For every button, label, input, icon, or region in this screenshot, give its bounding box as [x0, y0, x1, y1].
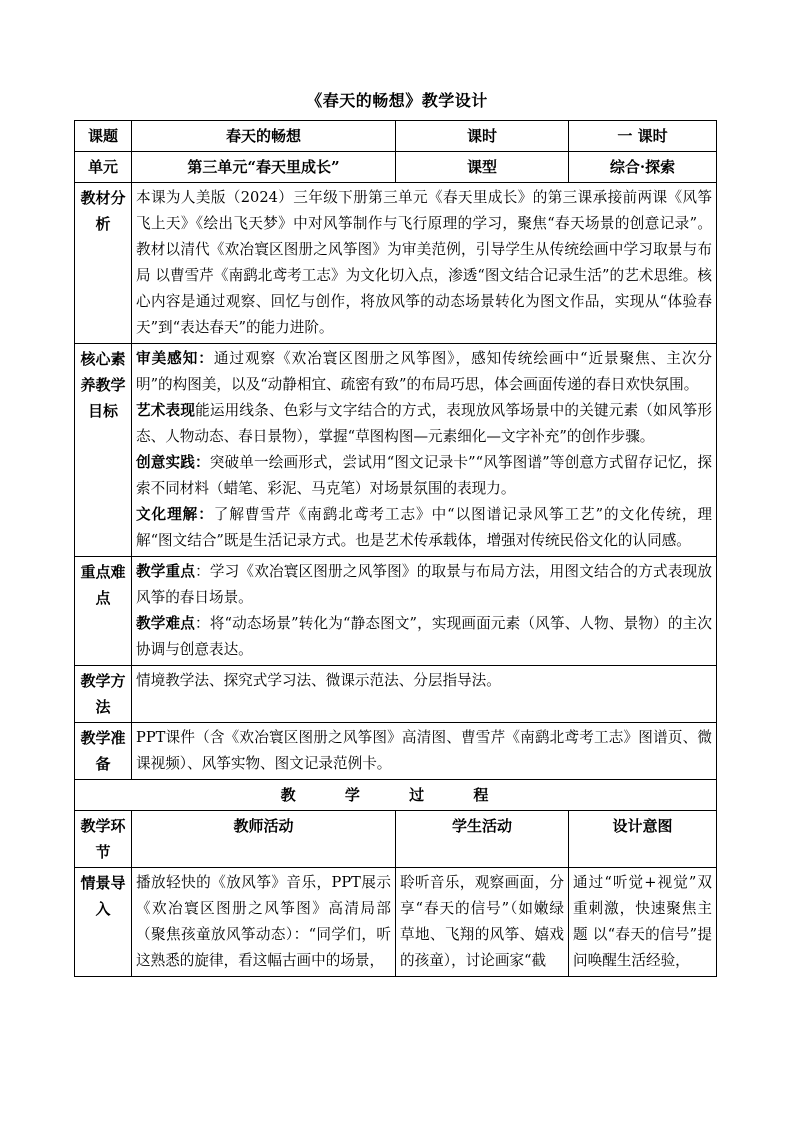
type-label: 课型 — [396, 152, 569, 183]
design-intent: 通过“听觉+视觉”双重刺激，快速聚焦主题 以“春天的信号”提问唤醒生活经验， — [569, 868, 717, 977]
process-header-stage: 教学环节 — [75, 811, 132, 868]
page-title: 《春天的畅想》教学设计 — [306, 91, 488, 110]
goal-item — [136, 502, 712, 554]
hours-label: 课时 — [396, 121, 569, 152]
goal-heading: 艺术表现 — [136, 402, 196, 419]
process-header-intent: 设计意图 — [569, 811, 717, 868]
methods-label: 教学方法 — [75, 666, 132, 723]
process-row — [75, 868, 717, 977]
key-points-cell — [132, 557, 717, 666]
goal-heading: 文化理解： — [136, 506, 214, 523]
key-point-heading: 教学重点 — [136, 563, 196, 580]
analysis-row — [75, 183, 717, 344]
lesson-plan-table — [74, 120, 717, 977]
goals-label: 核心素养教学目标 — [75, 344, 132, 557]
topic-label: 课题 — [75, 121, 132, 152]
unit-row — [75, 152, 717, 183]
goal-text: 通过观察《欢冶寰区图册之风筝图》，感知传统绘画中“近景聚焦、主次分明”的构图美，以及“动静相宜、疏密有致”的布局巧思，体会画面传递的春日欢快氛围。 — [136, 350, 712, 393]
topic-value: 春天的畅想 — [132, 121, 396, 152]
type-value: 综合·探索 — [569, 152, 717, 183]
student-activity: 聆听音乐，观察画面，分享“春天的信号”（如嫩绿草地、飞翔的风筝、嬉戏的孩童），讨论画家“截 — [396, 868, 569, 977]
process-header-teacher: 教师活动 — [132, 811, 396, 868]
process-stage: 情景导入 — [75, 868, 132, 977]
goals-row — [75, 344, 717, 557]
process-header-row — [75, 811, 717, 868]
unit-label: 单元 — [75, 152, 132, 183]
key-point-text: 学习《欢冶寰区图册之风筝图》的取景与布局方法，用图文结合的方式表现放风筝的春日场景。 — [136, 563, 712, 606]
key-point-item: 教学难点：将“动态场景”转化为“静态图文”，实现画面元素（风筝、人物、景物）的主次协调与创意表达。 — [136, 615, 712, 658]
goal-text: 了解曹雪芹《南鹞北鸢考工志》中“以图谱记录风筝工艺”的文化传统，理解“图文结合”既是生活记录方式。也是艺术传承载体，增强对传统民俗文化的认同感。 — [136, 506, 712, 549]
goals-cell — [132, 344, 717, 557]
unit-value: 第三单元“春天里成长” — [132, 152, 396, 183]
analysis-text: 本课为人美版（2024）三年级下册第三单元《春天里成长》的第三课承接前两课《风筝飞上天》《绘出飞天梦》中对风筝制作与飞行原理的学习，聚焦“春天场景的创意记录”。教材以清代《欢冶寰区图册之风筝图》为审美范例，引导学生从传统绘画中学习取景与布局 以曹雪芹《南鹞北鸢考工志》为文化切入点，渗透“图文结合记录生活”的艺术思维。核心内容是通过观察、回忆与创作，将放风筝的动态场景转化为图文作品，实现从“体验春天”到“表达春天”的能力进阶。 — [132, 183, 717, 344]
teacher-activity: 播放轻快的《放风筝》音乐，PPT展示《欢冶寰区图册之风筝图》高清局部（聚焦孩童放风筝动态）：“同学们，听这熟悉的旋律，看这幅古画中的场景， — [132, 868, 396, 977]
key-point-heading: 教学难点 — [136, 615, 195, 632]
methods-text: 情境教学法、探究式学习法、微课示范法、分层指导法。 — [132, 666, 717, 723]
prep-label: 教学准备 — [75, 723, 132, 780]
goal-item — [136, 450, 712, 502]
goal-heading: 审美感知： — [136, 350, 214, 367]
analysis-label: 教材分析 — [75, 183, 132, 344]
key-point-item: 教学重点：学习《欢冶寰区图册之风筝图》的取景与布局方法，用图文结合的方式表现放风筝的春日场景。 — [136, 563, 712, 606]
goal-text: 能运用线条、色彩与文字结合的方式，表现放风筝场景中的关键元素（如风筝形态、人物动态、春日景物），掌握“草图构图—元素细化—文字补充”的创作步骤。 — [136, 402, 712, 445]
process-header-student: 学生活动 — [396, 811, 569, 868]
process-title: 教 学 过 程 — [75, 780, 717, 811]
key-points-row — [75, 557, 717, 666]
goal-item — [136, 346, 712, 398]
prep-text: PPT课件（含《欢冶寰区图册之风筝图》高清图、曹雪芹《南鹞北鸢考工志》图谱页、微课视频）、风筝实物、图文记录范例卡。 — [132, 723, 717, 780]
hours-value: 一 课时 — [569, 121, 717, 152]
prep-row — [75, 723, 717, 780]
goal-item — [136, 398, 712, 450]
key-points-label: 重点难点 — [75, 557, 132, 666]
goal-heading: 创意实践： — [136, 454, 210, 471]
methods-row — [75, 666, 717, 723]
process-title-row — [75, 780, 717, 811]
key-point-text: 将“动态场景”转化为“静态图文”，实现画面元素（风筝、人物、景物）的主次协调与创意表达。 — [136, 615, 712, 658]
goal-text: 突破单一绘画形式，尝试用“图文记录卡”“风筝图谱”等创意方式留存记忆，探索不同材料（蜡笔、彩泥、马克笔）对场景氛围的表现力。 — [136, 454, 712, 497]
topic-row — [75, 121, 717, 152]
